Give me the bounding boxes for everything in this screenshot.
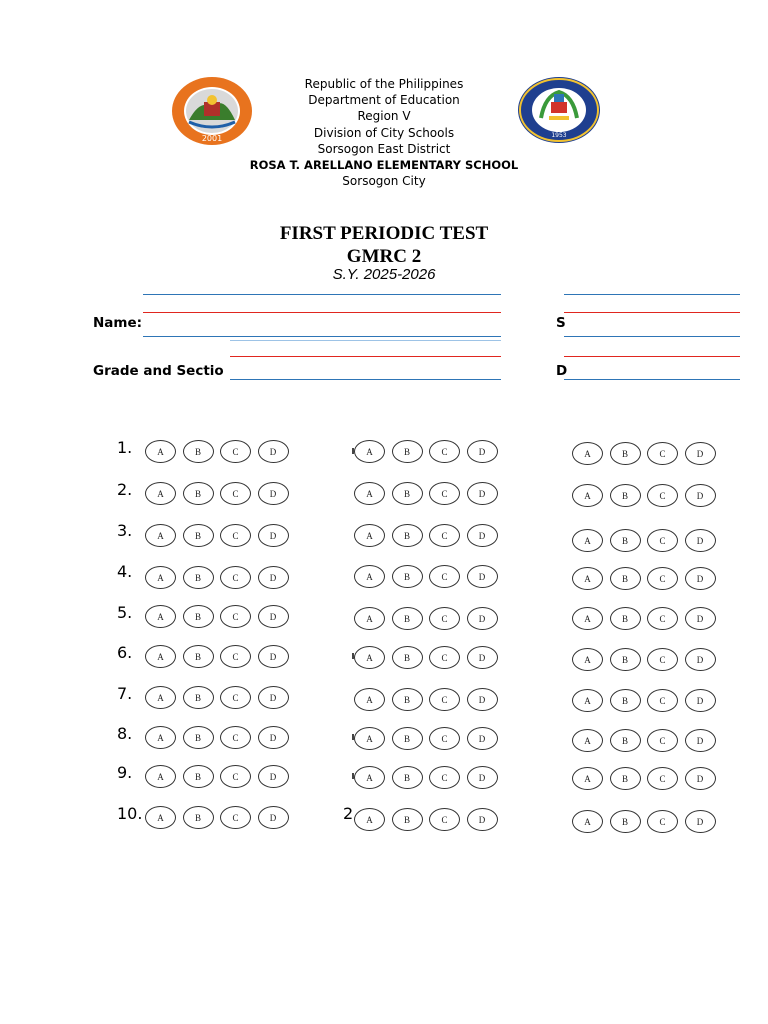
answer-bubble-b[interactable]: B — [610, 689, 641, 712]
answer-bubble-a[interactable]: A — [572, 810, 603, 833]
answer-bubble-a[interactable]: A — [354, 565, 385, 588]
answer-bubble-row — [145, 605, 295, 628]
test-title — [184, 222, 584, 268]
answer-bubble-b[interactable]: B — [183, 566, 214, 589]
question-number: 5. — [117, 603, 133, 622]
answer-bubble-a[interactable]: A — [354, 607, 385, 630]
answer-bubble-b[interactable]: B — [183, 482, 214, 505]
answer-bubble-b[interactable]: B — [183, 806, 214, 829]
answer-bubble-c[interactable]: C — [220, 524, 251, 547]
answer-bubble-a[interactable]: A — [145, 566, 176, 589]
answer-bubble-c[interactable]: C — [429, 808, 460, 831]
answer-bubble-a[interactable]: A — [354, 766, 385, 789]
answer-bubble-b[interactable]: B — [392, 766, 423, 789]
answer-bubble-a[interactable]: A — [354, 440, 385, 463]
question-number: 8. — [117, 724, 133, 743]
answer-bubble-b[interactable]: B — [183, 524, 214, 547]
clipped-number-mark — [352, 734, 354, 740]
answer-bubble-b[interactable]: B — [392, 524, 423, 547]
answer-bubble-row — [354, 808, 504, 831]
answer-bubble-c[interactable]: C — [647, 529, 678, 552]
answer-bubble-d[interactable]: D — [467, 565, 498, 588]
answer-bubble-c[interactable]: C — [220, 686, 251, 709]
answer-bubble-a[interactable]: A — [572, 607, 603, 630]
answer-bubble-c[interactable]: C — [429, 482, 460, 505]
svg-text:1953: 1953 — [551, 132, 567, 139]
answer-bubble-row — [572, 729, 722, 752]
answer-bubble-a[interactable]: A — [572, 648, 603, 671]
answer-bubble-c[interactable]: C — [220, 765, 251, 788]
answer-bubble-d[interactable]: D — [685, 689, 716, 712]
answer-bubble-row — [354, 688, 504, 711]
answer-bubble-a[interactable]: A — [572, 689, 603, 712]
answer-bubble-c[interactable]: C — [429, 766, 460, 789]
answer-bubble-c[interactable]: C — [429, 565, 460, 588]
answer-bubble-row — [145, 686, 295, 709]
question-number: 1. — [117, 438, 133, 457]
answer-bubble-b[interactable]: B — [183, 645, 214, 668]
answer-bubble-row — [572, 689, 722, 712]
answer-bubble-row — [145, 566, 295, 589]
answer-bubble-c[interactable]: C — [429, 727, 460, 750]
answer-bubble-d[interactable]: D — [685, 607, 716, 630]
answer-bubble-row — [572, 442, 722, 465]
answer-bubble-d[interactable]: D — [467, 440, 498, 463]
answer-bubble-row — [354, 524, 504, 547]
question-number: 2 — [343, 804, 354, 823]
answer-bubble-d[interactable]: D — [685, 767, 716, 790]
answer-bubble-row — [572, 810, 722, 833]
answer-bubble-d[interactable]: D — [258, 440, 289, 463]
answer-bubble-b[interactable]: B — [183, 605, 214, 628]
answer-bubble-a[interactable]: A — [572, 767, 603, 790]
answer-bubble-d[interactable]: D — [258, 645, 289, 668]
date-label-partial: D — [556, 363, 568, 379]
answer-bubble-d[interactable]: D — [685, 567, 716, 590]
answer-bubble-c[interactable]: C — [647, 729, 678, 752]
answer-bubble-d[interactable]: D — [467, 727, 498, 750]
answer-bubble-a[interactable]: A — [354, 727, 385, 750]
answer-bubble-d[interactable]: D — [467, 808, 498, 831]
question-number: 6. — [117, 643, 133, 662]
answer-bubble-b[interactable]: B — [392, 808, 423, 831]
answer-bubble-a[interactable]: A — [145, 482, 176, 505]
answer-bubble-c[interactable]: C — [429, 688, 460, 711]
answer-bubble-b[interactable]: B — [392, 440, 423, 463]
answer-bubble-c[interactable]: C — [429, 524, 460, 547]
answer-bubble-row — [354, 727, 504, 750]
answer-bubble-row — [145, 765, 295, 788]
answer-bubble-b[interactable]: B — [183, 686, 214, 709]
answer-bubble-b[interactable]: B — [183, 440, 214, 463]
answer-bubble-a[interactable]: A — [354, 524, 385, 547]
score-label-partial: S — [556, 315, 566, 331]
school-name: ROSA T. ARELLANO ELEMENTARY SCHOOL — [249, 158, 519, 173]
answer-bubble-row — [145, 440, 295, 463]
answer-bubble-c[interactable]: C — [647, 767, 678, 790]
answer-bubble-d[interactable]: D — [685, 648, 716, 671]
answer-bubble-b[interactable]: B — [610, 442, 641, 465]
answer-bubble-c[interactable]: C — [220, 566, 251, 589]
answer-bubble-c[interactable]: C — [429, 607, 460, 630]
answer-bubble-d[interactable]: D — [685, 729, 716, 752]
answer-bubble-b[interactable]: B — [610, 607, 641, 630]
answer-bubble-row — [572, 484, 722, 507]
header-line: Department of Education — [308, 93, 460, 108]
form-line — [143, 312, 501, 313]
answer-bubble-a[interactable]: A — [354, 646, 385, 669]
answer-bubble-d[interactable]: D — [685, 529, 716, 552]
answer-bubble-b[interactable]: B — [610, 810, 641, 833]
answer-bubble-d[interactable]: D — [258, 726, 289, 749]
answer-bubble-d[interactable]: D — [258, 686, 289, 709]
question-number: 3. — [117, 521, 133, 540]
name-field-line[interactable] — [143, 336, 501, 337]
answer-bubble-a[interactable]: A — [145, 645, 176, 668]
answer-bubble-d[interactable]: D — [467, 688, 498, 711]
header-line: Republic of the Philippines — [304, 77, 464, 91]
question-number: 2. — [117, 480, 133, 499]
answer-bubble-d[interactable]: D — [685, 810, 716, 833]
answer-bubble-d[interactable]: D — [258, 482, 289, 505]
answer-bubble-b[interactable]: B — [610, 729, 641, 752]
form-line — [564, 312, 740, 313]
test-title-main: FIRST PERIODIC TEST — [279, 223, 489, 244]
grade-field-line[interactable] — [230, 379, 501, 380]
answer-bubble-a[interactable]: A — [145, 686, 176, 709]
answer-bubble-d[interactable]: D — [467, 524, 498, 547]
answer-bubble-row — [354, 766, 504, 789]
answer-bubble-d[interactable]: D — [467, 482, 498, 505]
answer-bubble-c[interactable]: C — [220, 440, 251, 463]
right-field-line[interactable] — [564, 336, 740, 337]
answer-bubble-row — [572, 607, 722, 630]
form-line — [230, 340, 501, 341]
school-city: Sorsogon City — [342, 174, 426, 189]
answer-bubble-b[interactable]: B — [610, 567, 641, 590]
answer-bubble-b[interactable]: B — [392, 607, 423, 630]
answer-bubble-c[interactable]: C — [647, 484, 678, 507]
answer-bubble-b[interactable]: B — [392, 688, 423, 711]
answer-bubble-a[interactable]: A — [354, 482, 385, 505]
form-line — [564, 294, 740, 295]
answer-bubble-c[interactable]: C — [220, 605, 251, 628]
answer-bubble-d[interactable]: D — [467, 607, 498, 630]
answer-bubble-c[interactable]: C — [647, 689, 678, 712]
answer-bubble-d[interactable]: D — [258, 806, 289, 829]
answer-bubble-a[interactable]: A — [145, 726, 176, 749]
question-number: 7. — [117, 684, 133, 703]
answer-bubble-a[interactable]: A — [572, 567, 603, 590]
answer-bubble-c[interactable]: C — [647, 567, 678, 590]
answer-bubble-c[interactable]: C — [220, 482, 251, 505]
answer-bubble-b[interactable]: B — [610, 767, 641, 790]
header-line: Region V — [357, 109, 411, 124]
answer-bubble-row — [354, 482, 504, 505]
header-line: Division of City Schools — [313, 125, 455, 140]
answer-bubble-a[interactable]: A — [572, 442, 603, 465]
question-number: 9. — [117, 763, 133, 782]
form-line — [230, 356, 501, 357]
answer-bubble-b[interactable]: B — [183, 765, 214, 788]
test-subject: GMRC 2 — [346, 246, 422, 267]
answer-bubble-d[interactable]: D — [258, 605, 289, 628]
clipped-number-mark — [352, 448, 354, 454]
answer-bubble-row — [354, 646, 504, 669]
answer-bubble-row — [145, 524, 295, 547]
answer-bubble-a[interactable]: A — [145, 605, 176, 628]
right-field-line[interactable] — [564, 379, 740, 380]
answer-bubble-c[interactable]: C — [647, 442, 678, 465]
answer-bubble-b[interactable]: B — [392, 646, 423, 669]
answer-bubble-a[interactable]: A — [572, 529, 603, 552]
name-label: Name: — [93, 315, 143, 331]
answer-bubble-c[interactable]: C — [647, 648, 678, 671]
answer-bubble-row — [145, 806, 295, 829]
answer-bubble-b[interactable]: B — [183, 726, 214, 749]
answer-bubble-c[interactable]: C — [220, 806, 251, 829]
clipped-number-mark — [352, 653, 354, 659]
answer-bubble-c[interactable]: C — [220, 726, 251, 749]
answer-bubble-d[interactable]: D — [467, 766, 498, 789]
svg-text:2001: 2001 — [201, 134, 223, 143]
answer-bubble-d[interactable]: D — [467, 646, 498, 669]
answer-bubble-row — [354, 565, 504, 588]
answer-bubble-a[interactable]: A — [354, 688, 385, 711]
answer-bubble-row — [572, 648, 722, 671]
answer-bubble-b[interactable]: B — [392, 727, 423, 750]
answer-bubble-d[interactable]: D — [258, 765, 289, 788]
answer-bubble-c[interactable]: C — [647, 607, 678, 630]
answer-bubble-b[interactable]: B — [610, 529, 641, 552]
answer-bubble-row — [354, 607, 504, 630]
answer-bubble-b[interactable]: B — [392, 565, 423, 588]
question-number: 4. — [117, 562, 133, 581]
answer-bubble-d[interactable]: D — [685, 442, 716, 465]
answer-bubble-row — [354, 440, 504, 463]
answer-bubble-d[interactable]: D — [685, 484, 716, 507]
answer-bubble-c[interactable]: C — [429, 440, 460, 463]
answer-bubble-a[interactable]: A — [572, 729, 603, 752]
answer-bubble-row — [572, 767, 722, 790]
answer-bubble-c[interactable]: C — [220, 645, 251, 668]
answer-bubble-a[interactable]: A — [145, 524, 176, 547]
answer-bubble-row — [572, 567, 722, 590]
header-line: Sorsogon East District — [317, 141, 451, 156]
answer-bubble-row — [145, 482, 295, 505]
grade-section-label: Grade and Sectio — [93, 363, 224, 379]
answer-bubble-a[interactable]: A — [354, 808, 385, 831]
answer-bubble-b[interactable]: B — [610, 648, 641, 671]
answer-bubble-b[interactable]: B — [392, 482, 423, 505]
answer-bubble-a[interactable]: A — [145, 765, 176, 788]
answer-bubble-a[interactable]: A — [572, 484, 603, 507]
answer-bubble-d[interactable]: D — [258, 524, 289, 547]
answer-bubble-row — [145, 645, 295, 668]
answer-bubble-d[interactable]: D — [258, 566, 289, 589]
answer-bubble-c[interactable]: C — [647, 810, 678, 833]
answer-bubble-c[interactable]: C — [429, 646, 460, 669]
answer-bubble-row — [572, 529, 722, 552]
answer-bubble-a[interactable]: A — [145, 440, 176, 463]
question-number: 10. — [117, 804, 143, 823]
school-year: S.Y. 2025-2026 — [332, 266, 436, 283]
answer-bubble-a[interactable]: A — [145, 806, 176, 829]
form-line — [143, 294, 501, 295]
form-line — [564, 356, 740, 357]
answer-bubble-row — [145, 726, 295, 749]
clipped-number-mark — [352, 773, 354, 779]
school-header — [230, 76, 538, 189]
answer-bubble-b[interactable]: B — [610, 484, 641, 507]
